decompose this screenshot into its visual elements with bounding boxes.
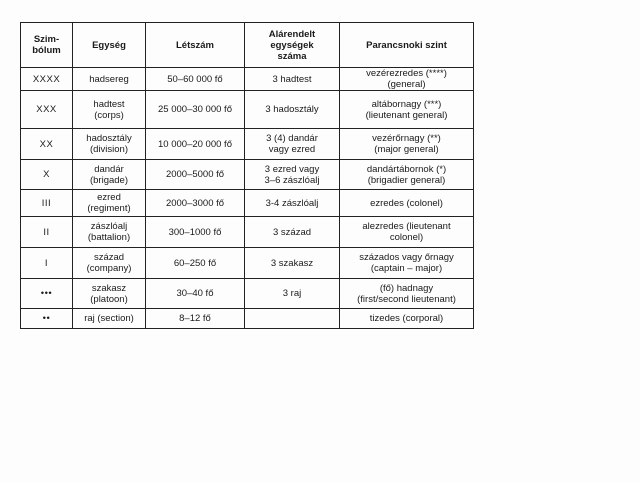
header-strength: Létszám <box>146 23 245 68</box>
subordinate-cell: 3-4 zászlóalj <box>245 190 340 217</box>
table-row <box>21 129 474 160</box>
unit-cell: hadosztály (division) <box>73 129 146 160</box>
table-row <box>21 190 474 217</box>
table-row <box>21 91 474 129</box>
rank-cell: tizedes (corporal) <box>340 309 474 329</box>
rank-cell: altábornagy (***) (lieutenant general) <box>340 91 474 129</box>
header-command-level: Parancsnoki szint <box>340 23 474 68</box>
strength-cell: 10 000–20 000 fő <box>146 129 245 160</box>
table-row <box>21 309 474 329</box>
unit-cell: szakasz (platoon) <box>73 279 146 309</box>
rank-cell: vezérőrnagy (**) (major general) <box>340 129 474 160</box>
symbol-cell: I <box>21 248 73 279</box>
table-row <box>21 160 474 190</box>
subordinate-cell: 3 (4) dandár vagy ezred <box>245 129 340 160</box>
symbol-cell: •• <box>21 309 73 329</box>
header-row <box>21 23 474 68</box>
subordinate-cell: 3 század <box>245 217 340 248</box>
symbol-cell: X <box>21 160 73 190</box>
unit-cell: század (company) <box>73 248 146 279</box>
unit-cell: dandár (brigade) <box>73 160 146 190</box>
subordinate-cell: 3 raj <box>245 279 340 309</box>
unit-cell: ezred (regiment) <box>73 190 146 217</box>
subordinate-cell: 3 hadosztály <box>245 91 340 129</box>
strength-cell: 50–60 000 fő <box>146 68 245 91</box>
symbol-cell: III <box>21 190 73 217</box>
strength-cell: 25 000–30 000 fő <box>146 91 245 129</box>
symbol-cell: II <box>21 217 73 248</box>
subordinate-cell <box>245 309 340 329</box>
symbol-cell: ••• <box>21 279 73 309</box>
unit-cell: hadsereg <box>73 68 146 91</box>
strength-cell: 2000–5000 fő <box>146 160 245 190</box>
rank-cell: vezérezredes (****) (general) <box>340 68 474 91</box>
rank-cell: százados vagy őrnagy (captain – major) <box>340 248 474 279</box>
symbol-cell: XXX <box>21 91 73 129</box>
table-row <box>21 68 474 91</box>
header-unit: Egység <box>73 23 146 68</box>
symbol-cell: XX <box>21 129 73 160</box>
rank-cell: ezredes (colonel) <box>340 190 474 217</box>
subordinate-cell: 3 hadtest <box>245 68 340 91</box>
table-row <box>21 248 474 279</box>
subordinate-cell: 3 szakasz <box>245 248 340 279</box>
unit-cell: zászlóalj (battalion) <box>73 217 146 248</box>
unit-cell: hadtest (corps) <box>73 91 146 129</box>
strength-cell: 2000–3000 fő <box>146 190 245 217</box>
subordinate-cell: 3 ezred vagy 3–6 zászlóalj <box>245 160 340 190</box>
symbol-cell: XXXX <box>21 68 73 91</box>
strength-cell: 60–250 fő <box>146 248 245 279</box>
strength-cell: 300–1000 fő <box>146 217 245 248</box>
header-symbol: Szim- bólum <box>21 23 73 68</box>
rank-cell: (fő) hadnagy (first/second lieutenant) <box>340 279 474 309</box>
table-row <box>21 279 474 309</box>
strength-cell: 30–40 fő <box>146 279 245 309</box>
strength-cell: 8–12 fő <box>146 309 245 329</box>
unit-cell: raj (section) <box>73 309 146 329</box>
header-subordinate-units: Alárendelt egységek száma <box>245 23 340 68</box>
rank-cell: alezredes (lieutenant colonel) <box>340 217 474 248</box>
rank-cell: dandártábornok (*) (brigadier general) <box>340 160 474 190</box>
military-units-table <box>20 22 474 329</box>
table-row <box>21 217 474 248</box>
